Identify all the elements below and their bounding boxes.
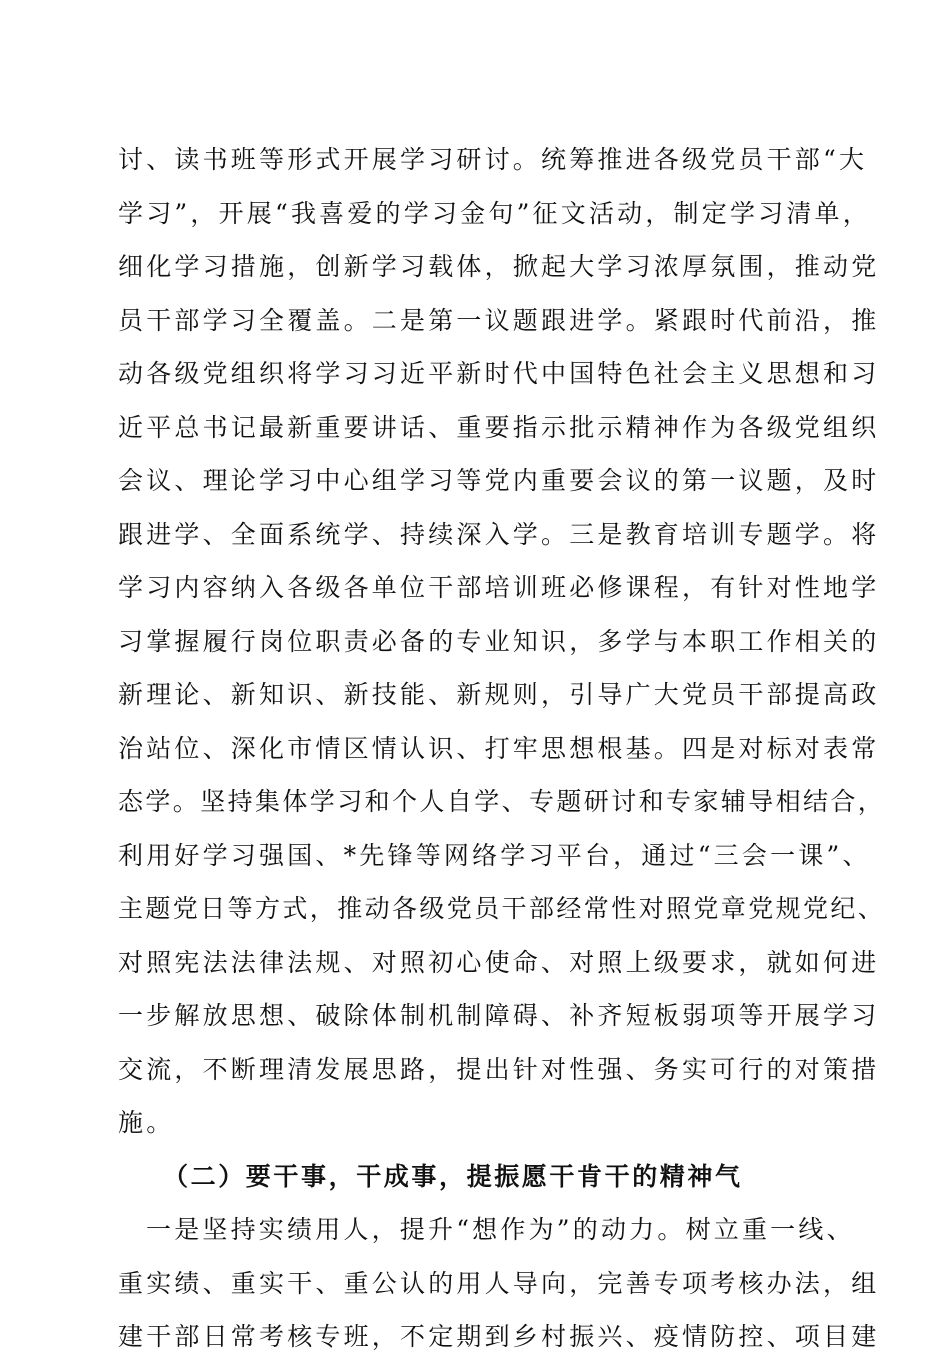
text-line: 态学。坚持集体学习和个人自学、专题研讨和专家辅导相结合， [118,787,886,816]
text-line: 近平总书记最新重要讲话、重要指示批示精神作为各级党组织 [118,412,880,442]
text-line: 员干部学习全覆盖。二是第一议题跟进学。紧跟时代前沿，推 [118,305,880,335]
text-line: 新理论、新知识、新技能、新规则，引导广大党员干部提高政 [118,680,880,709]
section-heading: （二）要干事，干成事，提振愿干肯干的精神气 [163,1161,743,1191]
text-line: 利用好学习强国、*先锋等网络学习平台，通过“三会一课”、 [118,840,871,870]
text-line: 会议、理论学习中心组学习等党内重要会议的第一议题，及时 [118,466,880,495]
text-line: 对照宪法法律法规、对照初心使命、对照上级要求，就如何进 [118,947,880,977]
text-line: 学习内容纳入各级各单位干部培训班必修课程，有针对性地学 [118,573,880,602]
text-line: 建干部日常考核专班，不定期到乡村振兴、疫情防控、项目建 [118,1322,880,1351]
text-line: 动各级党组织将学习习近平新时代中国特色社会主义思想和习 [118,359,880,388]
text-line: 细化学习措施，创新学习载体，掀起大学习浓厚氛围，推动党 [118,252,880,281]
document-body [118,139,886,1370]
text-line: 交流，不断理清发展思路，提出针对性强、务实可行的对策措 [118,1054,880,1084]
text-line: 讨、读书班等形式开展学习研讨。统筹推进各级党员干部“大 [118,145,868,174]
text-line: 一步解放思想、破除体制机制障碍、补齐短板弱项等开展学习 [118,1001,880,1030]
text-line: 跟进学、全面系统学、持续深入学。三是教育培训专题学。将 [118,519,880,549]
text-line: 主题党日等方式，推动各级党员干部经常性对照党章党规党纪、 [118,894,886,923]
paragraph-first-line: 一是坚持实绩用人，提升“想作为”的动力。树立重一线、 [146,1215,855,1244]
text-line: 学习”，开展“我喜爱的学习金句”征文活动，制定学习清单， [118,198,871,228]
text-line: 重实绩、重实干、重公认的用人导向，完善专项考核办法，组 [118,1268,880,1298]
text-line: 习掌握履行岗位职责必备的专业知识，多学与本职工作相关的 [118,626,880,656]
text-line: 治站位、深化市情区情认识、打牢思想根基。四是对标对表常 [118,733,880,763]
text-line: 施。 [118,1108,175,1137]
